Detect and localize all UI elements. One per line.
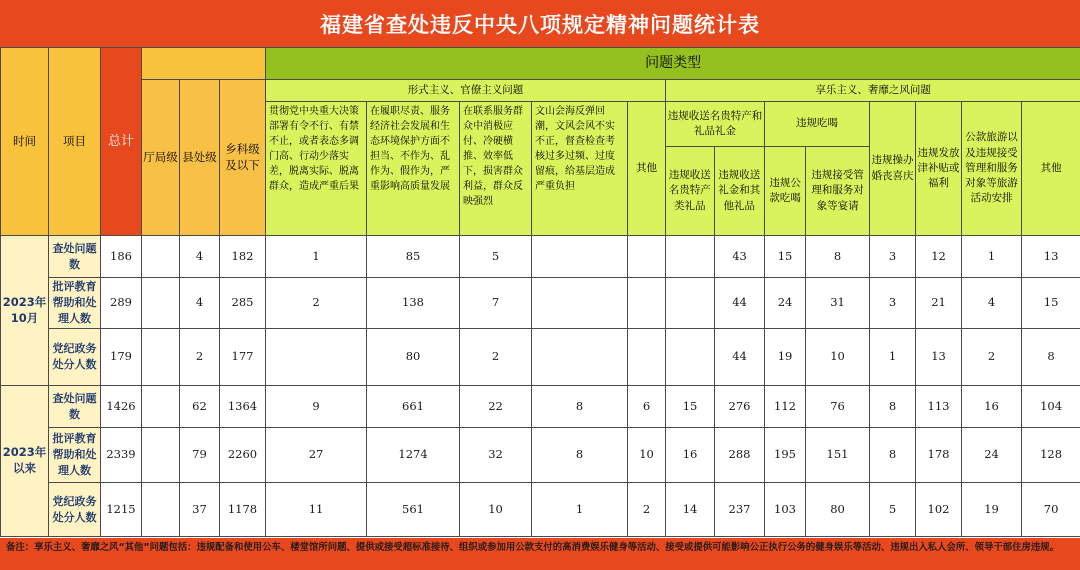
cell-f1: 1 — [266, 236, 367, 278]
cell-f4: 8 — [532, 428, 628, 483]
cell-h3: 195 — [765, 428, 806, 483]
cell-h8: 70 — [1022, 483, 1080, 537]
cell-xian: 2 — [180, 329, 220, 386]
cell-h2: 276 — [715, 386, 765, 428]
cell-f3: 7 — [460, 278, 532, 329]
cell-f5: 6 — [628, 386, 666, 428]
cell-h6: 13 — [916, 329, 962, 386]
header-gift-block — [666, 102, 765, 236]
header-h1: 违规收送名贵特产类礼品 — [666, 147, 715, 235]
cell-ting — [142, 386, 180, 428]
cell-h4: 76 — [806, 386, 870, 428]
cell-h4: 31 — [806, 278, 870, 329]
row-label: 批评教育帮助和处理人数 — [49, 428, 101, 483]
row-label: 党纪政务处分人数 — [49, 329, 101, 386]
cell-xiang: 182 — [220, 236, 266, 278]
cell-f2: 80 — [367, 329, 460, 386]
header-h7: 公款旅游以及违规接受管理和服务对象等旅游活动安排 — [962, 102, 1022, 236]
row-label: 查处问题数 — [49, 236, 101, 278]
cell-h4: 8 — [806, 236, 870, 278]
cell-h6: 102 — [916, 483, 962, 537]
cell-f2: 561 — [367, 483, 460, 537]
cell-h8: 104 — [1022, 386, 1080, 428]
stats-table — [0, 47, 1080, 537]
cell-h5: 5 — [870, 483, 916, 537]
cell-h8: 128 — [1022, 428, 1080, 483]
cell-h7: 19 — [962, 483, 1022, 537]
cell-h4: 10 — [806, 329, 870, 386]
cell-ting — [142, 236, 180, 278]
cell-f2: 1274 — [367, 428, 460, 483]
row-label: 党纪政务处分人数 — [49, 483, 101, 537]
cell-h7: 4 — [962, 278, 1022, 329]
cell-h3: 112 — [765, 386, 806, 428]
header-level-ting: 厅局级 — [142, 80, 180, 236]
cell-f5 — [628, 329, 666, 386]
cell-ting — [142, 278, 180, 329]
cell-h5: 1 — [870, 329, 916, 386]
cell-h3: 24 — [765, 278, 806, 329]
cell-h3: 19 — [765, 329, 806, 386]
cell-xiang: 1364 — [220, 386, 266, 428]
cell-h2: 288 — [715, 428, 765, 483]
cell-h6: 12 — [916, 236, 962, 278]
header-formalism: 形式主义、官僚主义问题 — [266, 80, 666, 102]
cell-f4: 1 — [532, 483, 628, 537]
cell-f1: 9 — [266, 386, 367, 428]
cell-f2: 138 — [367, 278, 460, 329]
header-h8: 其他 — [1022, 102, 1080, 236]
cell-f3: 10 — [460, 483, 532, 537]
cell-total: 1215 — [101, 483, 142, 537]
cell-f2: 85 — [367, 236, 460, 278]
cell-f3: 5 — [460, 236, 532, 278]
header-f5: 其他 — [628, 102, 666, 236]
cell-total: 179 — [101, 329, 142, 386]
cell-ting — [142, 483, 180, 537]
header-total: 总计 — [101, 48, 142, 236]
row-label: 查处问题数 — [49, 386, 101, 428]
header-meal-group: 违规吃喝 — [765, 102, 869, 147]
cell-total: 2339 — [101, 428, 142, 483]
cell-f5: 10 — [628, 428, 666, 483]
cell-h1: 14 — [666, 483, 715, 537]
cell-h4: 80 — [806, 483, 870, 537]
cell-total: 289 — [101, 278, 142, 329]
cell-xian: 4 — [180, 236, 220, 278]
cell-xian: 62 — [180, 386, 220, 428]
cell-xiang: 177 — [220, 329, 266, 386]
cell-f2: 661 — [367, 386, 460, 428]
cell-h5: 3 — [870, 236, 916, 278]
cell-xiang: 2260 — [220, 428, 266, 483]
cell-xian: 4 — [180, 278, 220, 329]
header-item: 项目 — [49, 48, 101, 236]
period-label: 2023年10月 — [1, 236, 49, 386]
cell-ting — [142, 329, 180, 386]
footnote-text: 备注：享乐主义、奢靡之风“其他”问题包括：违规配备和使用公车、楼堂馆所问题、提供或接受超标准接待、组织或参加用公款支付的高消费娱乐健身等活动、接受或提供可能影响公正执行公务的健身娱乐等活动、违规出入私人会所、领导干部住房违规。 — [6, 542, 1059, 553]
page-title: 福建省查处违反中央八项规定精神问题统计表 — [0, 0, 1080, 47]
cell-h4: 151 — [806, 428, 870, 483]
header-h4: 违规接受管理和服务对象等宴请 — [811, 169, 864, 212]
cell-h7: 24 — [962, 428, 1022, 483]
cell-f1: 27 — [266, 428, 367, 483]
cell-f3: 22 — [460, 386, 532, 428]
cell-xiang: 285 — [220, 278, 266, 329]
header-issue-type: 问题类型 — [266, 48, 1080, 80]
cell-h2: 43 — [715, 236, 765, 278]
header-f1: 贯彻党中央重大决策部署有令不行、有禁不止，或者表态多调门高、行动少落实差，脱离实际、脱离群众，造成严重后果 — [266, 102, 367, 236]
cell-h1 — [666, 278, 715, 329]
header-h2: 违规收送礼金和其他礼品 — [718, 169, 761, 212]
cell-f3: 2 — [460, 329, 532, 386]
cell-xian: 37 — [180, 483, 220, 537]
cell-h1 — [666, 236, 715, 278]
cell-ting — [142, 428, 180, 483]
cell-total: 186 — [101, 236, 142, 278]
cell-h7: 1 — [962, 236, 1022, 278]
cell-xian: 79 — [180, 428, 220, 483]
header-h6: 违规发放津补贴或福利 — [916, 102, 962, 236]
header-time: 时间 — [1, 48, 49, 236]
cell-h2: 44 — [715, 278, 765, 329]
cell-f4 — [532, 236, 628, 278]
period-label: 2023年以来 — [1, 386, 49, 537]
cell-h5: 8 — [870, 428, 916, 483]
cell-h6: 21 — [916, 278, 962, 329]
row-label: 批评教育帮助和处理人数 — [49, 278, 101, 329]
cell-h2: 44 — [715, 329, 765, 386]
cell-f4 — [532, 329, 628, 386]
cell-h3: 15 — [765, 236, 806, 278]
header-f2: 在履职尽责、服务经济社会发展和生态环境保护方面不担当、不作为、乱作为、假作为，严重影响高质量发展 — [367, 102, 460, 236]
cell-total: 1426 — [101, 386, 142, 428]
cell-h1: 15 — [666, 386, 715, 428]
header-h5: 违规操办婚丧喜庆 — [870, 102, 916, 236]
cell-f4: 8 — [532, 386, 628, 428]
cell-h1 — [666, 329, 715, 386]
cell-xiang: 1178 — [220, 483, 266, 537]
header-level-xian: 县处级 — [180, 80, 220, 236]
header-meal-block — [765, 102, 870, 236]
cell-h5: 3 — [870, 278, 916, 329]
header-f3: 在联系服务群众中消极应付、冷硬横推、效率低下，损害群众利益，群众反映强烈 — [460, 102, 532, 236]
cell-f1: 11 — [266, 483, 367, 537]
cell-h6: 178 — [916, 428, 962, 483]
cell-h8: 15 — [1022, 278, 1080, 329]
cell-h7: 2 — [962, 329, 1022, 386]
cell-f1: 2 — [266, 278, 367, 329]
header-level-xiang: 乡科级及以下 — [220, 80, 266, 236]
cell-f1 — [266, 329, 367, 386]
cell-h6: 113 — [916, 386, 962, 428]
cell-h7: 16 — [962, 386, 1022, 428]
cell-f5: 2 — [628, 483, 666, 537]
header-level-group — [142, 48, 266, 80]
cell-h8: 8 — [1022, 329, 1080, 386]
cell-h1: 16 — [666, 428, 715, 483]
cell-h3: 103 — [765, 483, 806, 537]
header-gift-group: 违规收送名贵特产和礼品礼金 — [666, 102, 764, 147]
cell-f5 — [628, 278, 666, 329]
cell-h5: 8 — [870, 386, 916, 428]
header-hedonism: 享乐主义、奢靡之风问题 — [666, 80, 1080, 102]
cell-f5 — [628, 236, 666, 278]
cell-h2: 237 — [715, 483, 765, 537]
cell-h8: 13 — [1022, 236, 1080, 278]
footnote-bar — [0, 538, 1080, 570]
cell-f4 — [532, 278, 628, 329]
header-h3: 违规公款吃喝 — [765, 147, 806, 235]
cell-f3: 32 — [460, 428, 532, 483]
header-f4: 文山会海反弹回潮，文风会风不实不正，督查检查考核过多过频、过度留痕，给基层造成严重负担 — [532, 102, 628, 236]
